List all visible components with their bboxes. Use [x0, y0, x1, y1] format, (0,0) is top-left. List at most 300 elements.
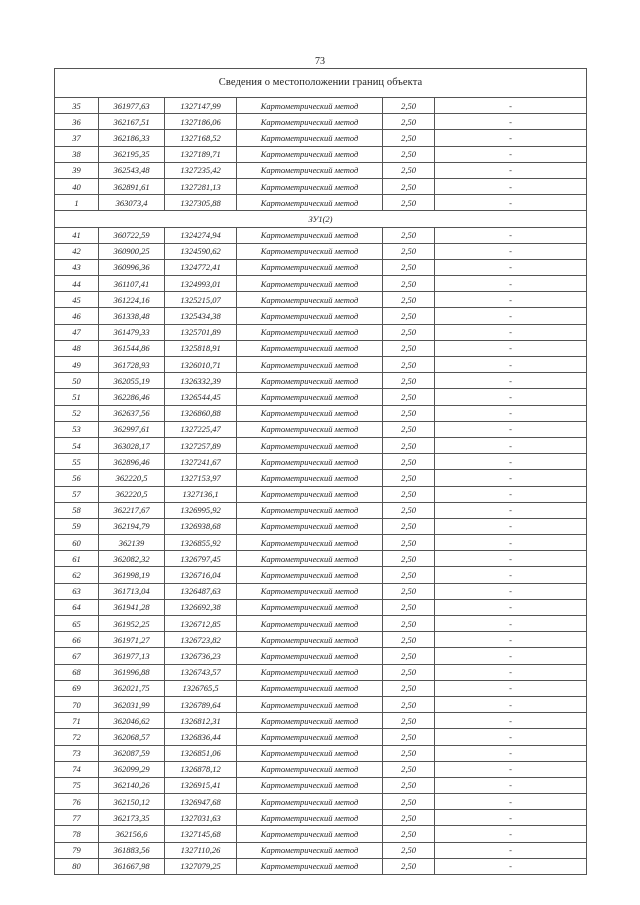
- cell-method: Картометрический метод: [237, 599, 383, 615]
- cell-coord-x: 362891,61: [99, 178, 165, 194]
- cell-note: -: [435, 567, 587, 583]
- cell-coord-y: 1327257,89: [165, 437, 237, 453]
- cell-point-number: 63: [55, 583, 99, 599]
- cell-method: Картометрический метод: [237, 405, 383, 421]
- table-row: [55, 470, 587, 486]
- cell-point-number: 60: [55, 535, 99, 551]
- cell-point-number: 68: [55, 664, 99, 680]
- cell-accuracy: 2,50: [383, 178, 435, 194]
- cell-accuracy: 2,50: [383, 454, 435, 470]
- cell-coord-x: 362140,26: [99, 777, 165, 793]
- cell-accuracy: 2,50: [383, 98, 435, 114]
- cell-coord-x: 362156,6: [99, 826, 165, 842]
- cell-coord-x: 361941,28: [99, 599, 165, 615]
- cell-accuracy: 2,50: [383, 535, 435, 551]
- cell-coord-y: 1326851,06: [165, 745, 237, 761]
- cell-coord-x: 362896,46: [99, 454, 165, 470]
- cell-coord-y: 1325701,89: [165, 324, 237, 340]
- table-row: [55, 437, 587, 453]
- cell-coord-y: 1326947,68: [165, 794, 237, 810]
- cell-point-number: 61: [55, 551, 99, 567]
- cell-note: -: [435, 535, 587, 551]
- cell-coord-x: 361996,88: [99, 664, 165, 680]
- cell-coord-x: 362543,48: [99, 162, 165, 178]
- cell-coord-x: 360996,36: [99, 259, 165, 275]
- cell-point-number: 59: [55, 518, 99, 534]
- cell-coord-y: 1326743,57: [165, 664, 237, 680]
- cell-method: Картометрический метод: [237, 195, 383, 211]
- cell-method: Картометрический метод: [237, 858, 383, 874]
- cell-note: -: [435, 195, 587, 211]
- cell-coord-y: 1326487,63: [165, 583, 237, 599]
- cell-point-number: 44: [55, 276, 99, 292]
- cell-point-number: 79: [55, 842, 99, 858]
- table-row: [55, 421, 587, 437]
- cell-note: -: [435, 98, 587, 114]
- cell-coord-y: 1326789,64: [165, 696, 237, 712]
- cell-point-number: 42: [55, 243, 99, 259]
- cell-note: -: [435, 761, 587, 777]
- cell-point-number: 41: [55, 227, 99, 243]
- cell-coord-y: 1326812,31: [165, 713, 237, 729]
- cell-note: -: [435, 696, 587, 712]
- table-row: [55, 761, 587, 777]
- cell-coord-y: 1324590,62: [165, 243, 237, 259]
- cell-coord-x: 361977,63: [99, 98, 165, 114]
- cell-coord-x: 361998,19: [99, 567, 165, 583]
- cell-accuracy: 2,50: [383, 195, 435, 211]
- cell-point-number: 46: [55, 308, 99, 324]
- cell-coord-x: 363028,17: [99, 437, 165, 453]
- cell-accuracy: 2,50: [383, 114, 435, 130]
- table-row: [55, 98, 587, 114]
- cell-note: -: [435, 664, 587, 680]
- table-row: [55, 454, 587, 470]
- table-row: [55, 632, 587, 648]
- cell-coord-x: 362167,51: [99, 114, 165, 130]
- table-row: [55, 729, 587, 745]
- table-row: [55, 680, 587, 696]
- cell-method: Картометрический метод: [237, 761, 383, 777]
- cell-note: -: [435, 858, 587, 874]
- cell-method: Картометрический метод: [237, 810, 383, 826]
- cell-coord-x: 362220,5: [99, 470, 165, 486]
- cell-coord-x: 362068,57: [99, 729, 165, 745]
- cell-method: Картометрический метод: [237, 745, 383, 761]
- cell-accuracy: 2,50: [383, 518, 435, 534]
- table-row: [55, 583, 587, 599]
- cell-accuracy: 2,50: [383, 858, 435, 874]
- cell-accuracy: 2,50: [383, 551, 435, 567]
- cell-method: Картометрический метод: [237, 357, 383, 373]
- cell-note: -: [435, 502, 587, 518]
- table-row: [55, 810, 587, 826]
- table-row: [55, 664, 587, 680]
- cell-coord-y: 1326010,71: [165, 357, 237, 373]
- cell-note: -: [435, 794, 587, 810]
- cell-note: -: [435, 632, 587, 648]
- cell-coord-x: 362217,67: [99, 502, 165, 518]
- cell-coord-y: 1326332,39: [165, 373, 237, 389]
- cell-coord-x: 362046,62: [99, 713, 165, 729]
- cell-accuracy: 2,50: [383, 502, 435, 518]
- cell-coord-x: 362173,35: [99, 810, 165, 826]
- cell-method: Картометрический метод: [237, 227, 383, 243]
- cell-coord-x: 360900,25: [99, 243, 165, 259]
- cell-note: -: [435, 405, 587, 421]
- boundary-coordinates-table: [54, 68, 587, 875]
- cell-coord-y: 1327305,88: [165, 195, 237, 211]
- cell-accuracy: 2,50: [383, 276, 435, 292]
- cell-point-number: 40: [55, 178, 99, 194]
- table-row: [55, 178, 587, 194]
- table-row: [55, 502, 587, 518]
- cell-accuracy: 2,50: [383, 680, 435, 696]
- cell-coord-x: 361952,25: [99, 616, 165, 632]
- cell-coord-y: 1326692,38: [165, 599, 237, 615]
- cell-coord-y: 1327225,47: [165, 421, 237, 437]
- table-row: [55, 373, 587, 389]
- table-row: [55, 324, 587, 340]
- cell-note: -: [435, 259, 587, 275]
- cell-point-number: 56: [55, 470, 99, 486]
- cell-note: -: [435, 276, 587, 292]
- cell-note: -: [435, 551, 587, 567]
- table-row: [55, 486, 587, 502]
- cell-note: -: [435, 421, 587, 437]
- cell-note: -: [435, 713, 587, 729]
- cell-method: Картометрический метод: [237, 713, 383, 729]
- table-row: [55, 114, 587, 130]
- cell-accuracy: 2,50: [383, 777, 435, 793]
- cell-note: -: [435, 437, 587, 453]
- cell-point-number: 1: [55, 195, 99, 211]
- cell-method: Картометрический метод: [237, 777, 383, 793]
- cell-coord-x: 362055,19: [99, 373, 165, 389]
- cell-accuracy: 2,50: [383, 745, 435, 761]
- table-row: [55, 146, 587, 162]
- cell-coord-x: 362150,12: [99, 794, 165, 810]
- cell-method: Картометрический метод: [237, 583, 383, 599]
- table-row: [55, 130, 587, 146]
- cell-method: Картометрический метод: [237, 162, 383, 178]
- cell-coord-x: 362286,46: [99, 389, 165, 405]
- cell-coord-y: 1326995,92: [165, 502, 237, 518]
- cell-method: Картометрический метод: [237, 470, 383, 486]
- cell-coord-y: 1326855,92: [165, 535, 237, 551]
- cell-point-number: 80: [55, 858, 99, 874]
- cell-point-number: 50: [55, 373, 99, 389]
- cell-method: Картометрический метод: [237, 842, 383, 858]
- cell-point-number: 43: [55, 259, 99, 275]
- table-row: [55, 696, 587, 712]
- cell-accuracy: 2,50: [383, 664, 435, 680]
- cell-method: Картометрический метод: [237, 664, 383, 680]
- table-row: [55, 551, 587, 567]
- cell-coord-y: 1325818,91: [165, 340, 237, 356]
- cell-note: -: [435, 454, 587, 470]
- cell-accuracy: 2,50: [383, 599, 435, 615]
- cell-coord-y: 1326765,5: [165, 680, 237, 696]
- cell-method: Картометрический метод: [237, 276, 383, 292]
- cell-coord-y: 1324993,01: [165, 276, 237, 292]
- cell-coord-y: 1327189,71: [165, 146, 237, 162]
- cell-accuracy: 2,50: [383, 810, 435, 826]
- cell-point-number: 64: [55, 599, 99, 615]
- cell-method: Картометрический метод: [237, 535, 383, 551]
- table-row: [55, 518, 587, 534]
- cell-note: -: [435, 227, 587, 243]
- cell-method: Картометрический метод: [237, 130, 383, 146]
- cell-coord-y: 1324772,41: [165, 259, 237, 275]
- cell-note: -: [435, 518, 587, 534]
- cell-point-number: 55: [55, 454, 99, 470]
- cell-coord-x: 361713,04: [99, 583, 165, 599]
- cell-point-number: 78: [55, 826, 99, 842]
- cell-method: Картометрический метод: [237, 680, 383, 696]
- cell-coord-x: 361544,86: [99, 340, 165, 356]
- cell-accuracy: 2,50: [383, 648, 435, 664]
- cell-accuracy: 2,50: [383, 389, 435, 405]
- cell-note: -: [435, 729, 587, 745]
- cell-coord-x: 361728,93: [99, 357, 165, 373]
- cell-point-number: 62: [55, 567, 99, 583]
- cell-note: -: [435, 178, 587, 194]
- cell-accuracy: 2,50: [383, 486, 435, 502]
- section-row: [55, 211, 587, 227]
- cell-note: -: [435, 243, 587, 259]
- cell-coord-y: 1326736,23: [165, 648, 237, 664]
- cell-coord-x: 361107,41: [99, 276, 165, 292]
- table-row: [55, 842, 587, 858]
- cell-method: Картометрический метод: [237, 259, 383, 275]
- cell-coord-y: 1327168,52: [165, 130, 237, 146]
- table-row: [55, 308, 587, 324]
- cell-note: -: [435, 777, 587, 793]
- cell-point-number: 51: [55, 389, 99, 405]
- cell-coord-y: 1325434,38: [165, 308, 237, 324]
- cell-method: Картометрический метод: [237, 616, 383, 632]
- cell-accuracy: 2,50: [383, 470, 435, 486]
- table-row: [55, 858, 587, 874]
- cell-note: -: [435, 616, 587, 632]
- cell-coord-x: 361977,13: [99, 648, 165, 664]
- cell-coord-y: 1326712,85: [165, 616, 237, 632]
- cell-point-number: 54: [55, 437, 99, 453]
- cell-coord-x: 361667,98: [99, 858, 165, 874]
- table-row: [55, 777, 587, 793]
- cell-note: -: [435, 599, 587, 615]
- cell-point-number: 45: [55, 292, 99, 308]
- cell-coord-y: 1326860,88: [165, 405, 237, 421]
- cell-coord-y: 1327031,63: [165, 810, 237, 826]
- cell-accuracy: 2,50: [383, 243, 435, 259]
- cell-method: Картометрический метод: [237, 421, 383, 437]
- cell-point-number: 37: [55, 130, 99, 146]
- cell-accuracy: 2,50: [383, 842, 435, 858]
- table-row: [55, 713, 587, 729]
- table-row: [55, 599, 587, 615]
- cell-accuracy: 2,50: [383, 794, 435, 810]
- cell-method: Картометрический метод: [237, 729, 383, 745]
- cell-coord-y: 1326878,12: [165, 761, 237, 777]
- cell-coord-y: 1327281,13: [165, 178, 237, 194]
- cell-coord-x: 362087,59: [99, 745, 165, 761]
- cell-point-number: 67: [55, 648, 99, 664]
- cell-method: Картометрический метод: [237, 551, 383, 567]
- cell-point-number: 58: [55, 502, 99, 518]
- section-label: ЗУ1(2): [55, 211, 587, 227]
- cell-accuracy: 2,50: [383, 616, 435, 632]
- cell-point-number: 73: [55, 745, 99, 761]
- cell-coord-x: 362031,99: [99, 696, 165, 712]
- cell-note: -: [435, 810, 587, 826]
- cell-accuracy: 2,50: [383, 130, 435, 146]
- table-row: [55, 389, 587, 405]
- table-row: [55, 195, 587, 211]
- page-number: 73: [315, 56, 325, 67]
- table-row: [55, 535, 587, 551]
- cell-method: Картометрический метод: [237, 794, 383, 810]
- cell-coord-x: 362220,5: [99, 486, 165, 502]
- table-row: [55, 243, 587, 259]
- cell-note: -: [435, 162, 587, 178]
- cell-coord-x: 361971,27: [99, 632, 165, 648]
- table-row: [55, 162, 587, 178]
- cell-point-number: 52: [55, 405, 99, 421]
- cell-method: Картометрический метод: [237, 178, 383, 194]
- table-row: [55, 276, 587, 292]
- cell-note: -: [435, 357, 587, 373]
- cell-accuracy: 2,50: [383, 292, 435, 308]
- cell-method: Картометрический метод: [237, 437, 383, 453]
- cell-method: Картометрический метод: [237, 632, 383, 648]
- cell-note: -: [435, 842, 587, 858]
- cell-point-number: 66: [55, 632, 99, 648]
- cell-accuracy: 2,50: [383, 583, 435, 599]
- cell-note: -: [435, 292, 587, 308]
- cell-note: -: [435, 470, 587, 486]
- cell-note: -: [435, 486, 587, 502]
- cell-note: -: [435, 130, 587, 146]
- cell-note: -: [435, 583, 587, 599]
- cell-coord-y: 1326915,41: [165, 777, 237, 793]
- cell-coord-y: 1326544,45: [165, 389, 237, 405]
- cell-method: Картометрический метод: [237, 146, 383, 162]
- table-title-row: [55, 69, 587, 98]
- table-row: [55, 745, 587, 761]
- cell-accuracy: 2,50: [383, 437, 435, 453]
- cell-coord-y: 1325215,07: [165, 292, 237, 308]
- cell-method: Картометрический метод: [237, 502, 383, 518]
- cell-point-number: 47: [55, 324, 99, 340]
- cell-point-number: 65: [55, 616, 99, 632]
- cell-accuracy: 2,50: [383, 826, 435, 842]
- cell-coord-x: 362082,32: [99, 551, 165, 567]
- cell-coord-y: 1326797,45: [165, 551, 237, 567]
- cell-coord-x: 362637,56: [99, 405, 165, 421]
- cell-method: Картометрический метод: [237, 648, 383, 664]
- cell-coord-y: 1326723,82: [165, 632, 237, 648]
- table-row: [55, 567, 587, 583]
- cell-method: Картометрический метод: [237, 292, 383, 308]
- cell-coord-x: 361883,56: [99, 842, 165, 858]
- cell-note: -: [435, 389, 587, 405]
- cell-point-number: 70: [55, 696, 99, 712]
- cell-coord-x: 360722,59: [99, 227, 165, 243]
- cell-point-number: 48: [55, 340, 99, 356]
- cell-coord-x: 363073,4: [99, 195, 165, 211]
- table-row: [55, 826, 587, 842]
- cell-coord-x: 362997,61: [99, 421, 165, 437]
- table-row: [55, 227, 587, 243]
- cell-method: Картометрический метод: [237, 389, 383, 405]
- cell-point-number: 69: [55, 680, 99, 696]
- cell-accuracy: 2,50: [383, 373, 435, 389]
- table-row: [55, 616, 587, 632]
- cell-accuracy: 2,50: [383, 405, 435, 421]
- cell-point-number: 36: [55, 114, 99, 130]
- cell-method: Картометрический метод: [237, 826, 383, 842]
- cell-accuracy: 2,50: [383, 146, 435, 162]
- cell-coord-x: 362194,79: [99, 518, 165, 534]
- cell-coord-x: 362099,29: [99, 761, 165, 777]
- cell-method: Картометрический метод: [237, 373, 383, 389]
- cell-note: -: [435, 648, 587, 664]
- table-row: [55, 794, 587, 810]
- cell-accuracy: 2,50: [383, 340, 435, 356]
- cell-point-number: 35: [55, 98, 99, 114]
- cell-note: -: [435, 308, 587, 324]
- cell-point-number: 71: [55, 713, 99, 729]
- cell-accuracy: 2,50: [383, 421, 435, 437]
- cell-coord-x: 362186,33: [99, 130, 165, 146]
- cell-accuracy: 2,50: [383, 729, 435, 745]
- cell-method: Картометрический метод: [237, 340, 383, 356]
- cell-method: Картометрический метод: [237, 308, 383, 324]
- cell-coord-x: 362021,75: [99, 680, 165, 696]
- cell-method: Картометрический метод: [237, 454, 383, 470]
- cell-point-number: 53: [55, 421, 99, 437]
- cell-coord-y: 1326938,68: [165, 518, 237, 534]
- cell-coord-y: 1326836,44: [165, 729, 237, 745]
- cell-accuracy: 2,50: [383, 567, 435, 583]
- table-row: [55, 259, 587, 275]
- cell-accuracy: 2,50: [383, 324, 435, 340]
- cell-note: -: [435, 114, 587, 130]
- cell-coord-x: 362139: [99, 535, 165, 551]
- cell-note: -: [435, 745, 587, 761]
- cell-method: Картометрический метод: [237, 114, 383, 130]
- cell-accuracy: 2,50: [383, 227, 435, 243]
- cell-method: Картометрический метод: [237, 696, 383, 712]
- cell-point-number: 75: [55, 777, 99, 793]
- table-row: [55, 405, 587, 421]
- cell-note: -: [435, 680, 587, 696]
- table-title: Сведения о местоположении границ объекта: [55, 69, 587, 98]
- table-row: [55, 292, 587, 308]
- cell-method: Картометрический метод: [237, 324, 383, 340]
- cell-coord-x: 361224,16: [99, 292, 165, 308]
- cell-method: Картометрический метод: [237, 518, 383, 534]
- cell-point-number: 39: [55, 162, 99, 178]
- cell-coord-y: 1327235,42: [165, 162, 237, 178]
- cell-accuracy: 2,50: [383, 761, 435, 777]
- table-row: [55, 357, 587, 373]
- cell-point-number: 74: [55, 761, 99, 777]
- cell-coord-y: 1327147,99: [165, 98, 237, 114]
- cell-point-number: 38: [55, 146, 99, 162]
